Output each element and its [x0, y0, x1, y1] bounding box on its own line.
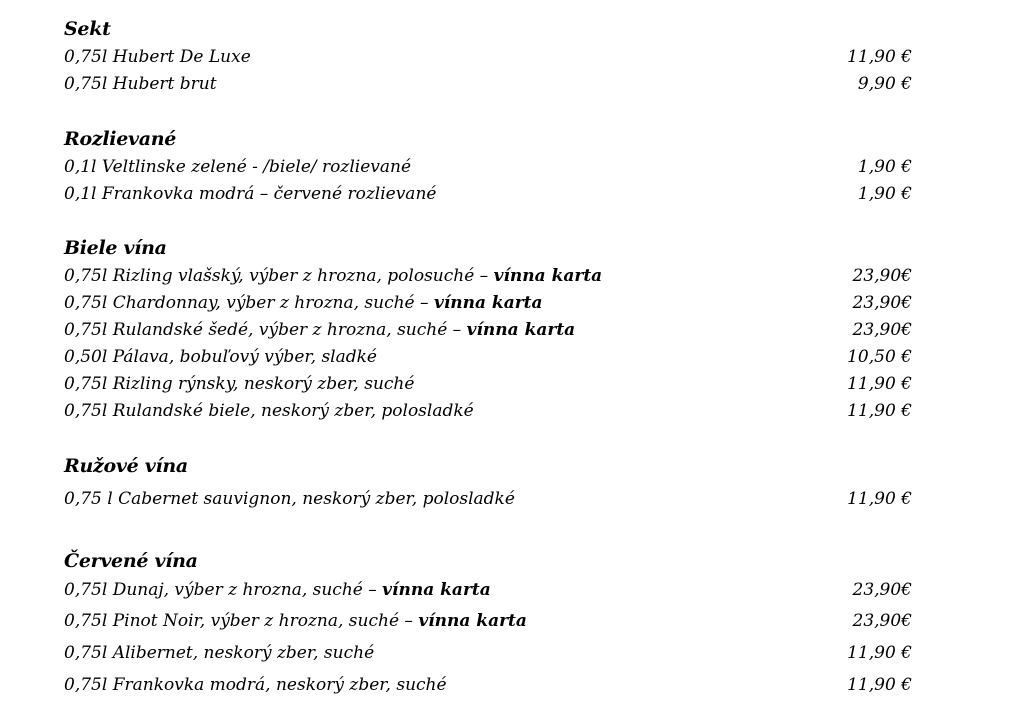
- item-description: 0,75 l Cabernet sauvignon, neskorý zber, polosladké: [64, 489, 515, 509]
- item-description: 0,75l Rizling vlašský, výber z hrozna, polosuché – vínna karta: [64, 266, 603, 286]
- item-price: 23,90€: [852, 266, 912, 286]
- item-description: 0,75l Dunaj, výber z hrozna, suché – vínna karta: [64, 580, 491, 600]
- item-price: 9,90 €: [857, 74, 912, 94]
- item-price: 23,90€: [852, 580, 912, 600]
- item-price: 11,90 €: [847, 374, 912, 394]
- item-price: 11,90 €: [847, 401, 912, 421]
- item-description: 0,75l Hubert brut: [64, 74, 217, 94]
- item-price: 23,90€: [852, 611, 912, 631]
- item-description: 0,1l Veltlinske zelené - /biele/ rozlievané: [64, 157, 412, 177]
- item-description: 0,1l Frankovka modrá – červené rozlievané: [64, 184, 437, 204]
- item-description: 0,75l Rulandské biele, neskorý zber, polosladké: [64, 401, 474, 421]
- item-description: 0,75l Alibernet, neskorý zber, suché: [64, 643, 375, 663]
- item-price: 10,50 €: [847, 347, 912, 367]
- section-heading-rozlievane: Rozlievané: [64, 128, 177, 150]
- section-heading-cervene-vina: Červené vína: [64, 550, 198, 572]
- item-description: 0,50l Pálava, bobuľový výber, sladké: [64, 347, 377, 367]
- section-heading-sekt: Sekt: [64, 18, 111, 40]
- item-description: 0,75l Rizling rýnsky, neskorý zber, suché: [64, 374, 415, 394]
- item-price: 23,90€: [852, 293, 912, 313]
- section-heading-biele-vina: Biele vína: [64, 237, 167, 259]
- item-price: 11,90 €: [847, 643, 912, 663]
- item-description: 0,75l Rulandské šedé, výber z hrozna, suché – vínna karta: [64, 320, 576, 340]
- item-description: 0,75l Chardonnay, výber z hrozna, suché – vínna karta: [64, 293, 543, 313]
- item-price: 11,90 €: [847, 489, 912, 509]
- item-price: 1,90 €: [857, 157, 912, 177]
- item-description: 0,75l Pinot Noir, výber z hrozna, suché – vínna karta: [64, 611, 527, 631]
- item-price: 11,90 €: [847, 675, 912, 695]
- item-price: 11,90 €: [847, 47, 912, 67]
- item-description: 0,75l Frankovka modrá, neskorý zber, suché: [64, 675, 447, 695]
- item-description: 0,75l Hubert De Luxe: [64, 47, 251, 67]
- section-heading-ruzove-vina: Ružové vína: [64, 455, 188, 477]
- item-price: 23,90€: [852, 320, 912, 340]
- item-price: 1,90 €: [857, 184, 912, 204]
